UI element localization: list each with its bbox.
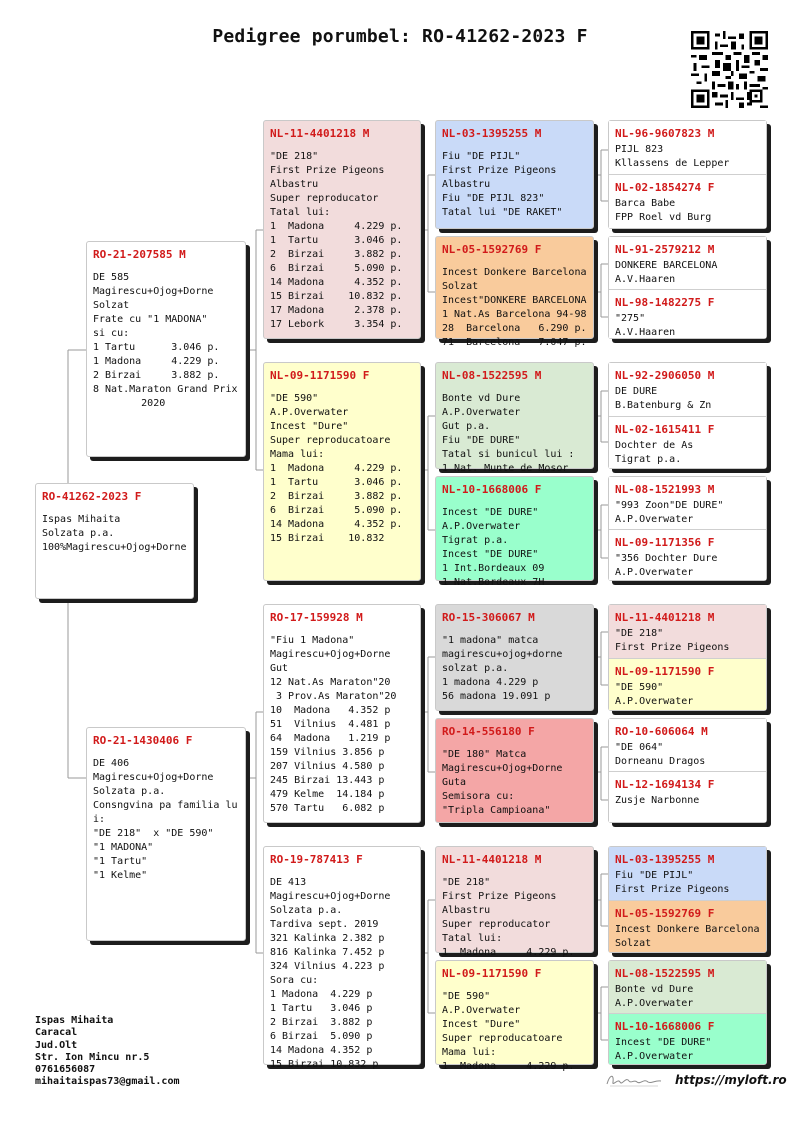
ring-number: NL-96-9607823 M [615, 127, 715, 140]
gen4-card[interactable] [435, 846, 594, 958]
info-line: 17 Madona 2.378 p. [270, 305, 403, 316]
info-line: i: [93, 814, 106, 825]
info-line: Magirescu+Ojog+Dorne [270, 649, 391, 660]
info-line: Mama lui: [270, 449, 325, 460]
info-line: 570 Tartu 6.082 p [270, 803, 385, 814]
info-line: "Fiu 1 Madona" [270, 635, 355, 646]
signature-icon [604, 1070, 664, 1090]
info-line: Tardiva sept. 2019 [270, 919, 379, 930]
info-line: 10 Madona 4.352 p [270, 705, 391, 716]
info-line: Albastru [442, 905, 491, 916]
info-line: A.P.Overwater [442, 521, 521, 532]
info-line: Fiu "DE PIJL" [615, 870, 694, 881]
info-line: 1 Madona 4.229 p. [442, 947, 575, 958]
info-line: Tigrat p.a. [615, 454, 682, 465]
info-line: 14 Madona 4.352 p. [270, 277, 403, 288]
info-line: 6 Birzai 5.090 p. [270, 505, 403, 516]
info-line: 2 Birzai 3.882 p [270, 1017, 373, 1028]
info-line: Bonte vd Dure [615, 984, 694, 995]
info-line: A.P.Overwater [615, 514, 694, 525]
info-line: A.V.Haaren [615, 327, 676, 338]
info-line: 15 Birzai 10.832 [270, 533, 385, 544]
info-line: A.P.Overwater [615, 567, 694, 578]
gen4-card[interactable] [435, 476, 594, 588]
info-line: 17 Lebork 3.354 p. [270, 319, 403, 330]
info-line: FPP Roel vd Burg [615, 212, 712, 223]
gen4-card[interactable] [435, 236, 594, 348]
info-line: Frate cu "1 MADONA" [93, 314, 208, 325]
gen5-entry[interactable] [609, 605, 766, 658]
granddam-maternal-card[interactable] [263, 846, 421, 1070]
ring-number: NL-98-1482275 F [615, 296, 715, 309]
info-line: 1 Madona 4.229 p. [442, 1061, 575, 1072]
sire-card[interactable] [86, 241, 246, 457]
info-line: 159 Vilnius 3.856 p [270, 747, 385, 758]
info-line: "1 Kelme" [93, 870, 148, 881]
info-line: "275" [615, 313, 646, 324]
info-line: 56 madona 19.091 p [442, 691, 551, 702]
ring-number: NL-09-1171590 F [615, 665, 715, 678]
gen5-entry[interactable] [609, 174, 766, 228]
info-line: Barca Babe [615, 198, 676, 209]
info-line: Solzat [93, 300, 130, 311]
info-line: Tatal lui: [442, 933, 503, 944]
ring-number: RO-10-606064 M [615, 725, 708, 738]
info-line: 245 Birzai 13.443 p [270, 775, 385, 786]
info-line: 1 Tartu 3.046 p [270, 1003, 373, 1014]
info-line: 1 Madona 4.229 p. [270, 221, 403, 232]
info-line: Solzat [442, 281, 479, 292]
owner-email[interactable]: mihaitaispas73@gmail.com [35, 1076, 180, 1088]
info-line: "Tripla Campioana" [442, 805, 551, 816]
info-line: 1 Nat.Bordeaux 7H [442, 577, 545, 588]
info-line: Incest Donkere Barcelona [442, 267, 587, 278]
info-line: 816 Kalinka 7.452 p [270, 947, 385, 958]
info-line: Gut p.a. [442, 421, 491, 432]
gen4-card[interactable] [435, 604, 594, 711]
info-line: 1 Nat.As Barcelona 94-98 [442, 309, 587, 320]
ring-number: NL-02-1854274 F [615, 181, 715, 194]
info-line: Semisora cu: [442, 791, 515, 802]
gen5-pair-card[interactable] [608, 718, 767, 823]
info-line: DE 413 [270, 877, 307, 888]
info-line: 14 Madona 4.352 p. [270, 519, 403, 530]
info-line: Sora cu: [270, 975, 319, 986]
owner-street: Str. Ion Mincu nr.5 [35, 1051, 150, 1063]
page-title: Pedigree porumbel: RO-41262-2023 F [212, 26, 588, 47]
info-line: Consngvina pa familia lu [93, 800, 238, 811]
info-line: Incest"DONKERE BARCELONA [442, 295, 587, 306]
ring-number: NL-03-1395255 M [615, 853, 715, 866]
info-line: "993 Zoon"DE DURE" [615, 500, 724, 511]
info-line: 1 Tartu 3.046 p. [93, 342, 220, 353]
info-line: 15 Birzai 10.832 p. [270, 291, 403, 302]
gen5-entry[interactable] [609, 237, 766, 289]
info-line: "DE 064" [615, 742, 664, 753]
info-line: Solzata p.a. [270, 905, 343, 916]
ring-number: NL-11-4401218 M [615, 611, 715, 624]
gen5-entry[interactable] [609, 121, 766, 174]
ring-number: RO-21-207585 M [93, 248, 186, 261]
info-line: Kllassens de Lepper [615, 158, 730, 169]
gen5-pair-card[interactable] [608, 476, 767, 581]
ring-number: RO-15-306067 M [442, 611, 535, 624]
info-line: 3 Prov.As Maraton"20 [270, 691, 397, 702]
gen4-card[interactable] [435, 718, 594, 823]
info-line: DE 585 [93, 272, 130, 283]
info-line: "1 Tartu" [93, 856, 148, 867]
owner-name: Ispas Mihaita [35, 1015, 114, 1026]
gen5-entry[interactable] [609, 477, 766, 529]
info-line: DONKERE BARCELONA [615, 260, 718, 271]
info-line: solzat p.a. [442, 663, 509, 674]
gen5-entry[interactable] [609, 961, 766, 1013]
info-line: "DE 218" [270, 151, 319, 162]
gen5-entry[interactable] [609, 658, 766, 710]
owner-city: Caracal [35, 1027, 78, 1039]
info-line: First Prize Pigeons [615, 642, 730, 653]
info-line: Albastru [270, 179, 319, 190]
info-line: Magirescu+Ojog+Dorne [442, 763, 563, 774]
info-line: Tigrat p.a. [442, 535, 509, 546]
info-line: 321 Kalinka 2.382 p [270, 933, 385, 944]
info-line: 1 Int.Bordeaux 09 [442, 563, 545, 574]
info-line: 1 Nat. Munte de Mosor [442, 463, 569, 474]
info-line: 2 Birzai 3.882 p. [270, 491, 403, 502]
info-line: A.P.Overwater [442, 1005, 521, 1016]
info-line: A.P.Overwater [615, 998, 694, 1009]
gen5-pair-card[interactable] [608, 362, 767, 469]
ring-number: RO-19-787413 F [270, 853, 363, 866]
info-line: Magirescu+Ojog+Dorne [93, 286, 214, 297]
info-line: Super reproducator [442, 919, 551, 930]
info-line: 1 Tartu 3.046 p. [270, 235, 403, 246]
info-line: Incest "DE DURE" [615, 1037, 712, 1048]
qr-code-icon [691, 31, 768, 108]
granddam-paternal-card[interactable] [263, 362, 421, 581]
info-line: 8 Nat.Maraton Grand Prix [93, 384, 238, 395]
owner-county: Jud.Olt [35, 1039, 78, 1051]
gen5-entry[interactable] [609, 900, 766, 952]
info-line: Incest "Dure" [442, 1019, 521, 1030]
info-line: First Prize Pigeons [442, 165, 557, 176]
gen5-entry[interactable] [609, 363, 766, 416]
info-line: First Prize Pigeons [442, 891, 557, 902]
ring-number: RO-17-159928 M [270, 611, 363, 624]
ring-number: NL-91-2579212 M [615, 243, 715, 256]
ring-number: NL-08-1521993 M [615, 483, 715, 496]
info-line: B.Batenburg & Zn [615, 400, 712, 411]
dam-card[interactable] [86, 727, 246, 941]
subject-card[interactable] [35, 483, 194, 599]
ring-number: RO-14-556180 F [442, 725, 535, 738]
gen5-entry[interactable] [609, 1013, 766, 1064]
info-line: 2020 [93, 398, 166, 409]
info-line: "DE 218" [615, 628, 664, 639]
info-line: "DE 590" [442, 991, 491, 1002]
ring-number: NL-11-4401218 M [442, 853, 542, 866]
ring-number: NL-08-1522595 M [442, 369, 542, 382]
info-line: 1 Tartu 3.046 p. [270, 477, 403, 488]
info-line: 15 Birzai 10.832 p [270, 1059, 379, 1070]
gen4-card[interactable] [435, 120, 594, 229]
info-line: Dochter de As [615, 440, 694, 451]
gen5-entry[interactable] [609, 529, 766, 580]
info-line: 479 Kelme 14.184 p [270, 789, 385, 800]
info-line: Incest "DE DURE" [442, 507, 539, 518]
info-line: 2 Birzai 3.882 p. [93, 370, 220, 381]
info-line: 2 Birzai 3.882 p. [270, 249, 403, 260]
info-line: "1 MADONA" [93, 842, 154, 853]
info-line: Gut [270, 663, 289, 674]
info-line: 6 Birzai 5.090 p [270, 1031, 373, 1042]
ring-number: NL-12-1694134 F [615, 778, 715, 791]
ring-number: NL-10-1668006 F [615, 1020, 715, 1033]
grandsire-maternal-card[interactable] [263, 604, 421, 823]
info-line: 1 Madona 4.229 p. [93, 356, 220, 367]
info-line: 71 Barcelona 7.047 p. [442, 337, 587, 348]
info-line: Incest "Dure" [270, 421, 349, 432]
ring-number: NL-10-1668006 F [442, 483, 542, 496]
ring-number: NL-09-1171590 F [270, 369, 370, 382]
info-line: First Prize Pigeons [615, 884, 730, 895]
info-line: Super reproducatoare [442, 1033, 563, 1044]
ring-number: NL-09-1171356 F [615, 536, 715, 549]
info-line: A.P.Overwater [442, 407, 521, 418]
gen5-entry[interactable] [609, 847, 766, 900]
ring-number: NL-92-2906050 M [615, 369, 715, 382]
info-line: Tatal si bunicul lui : [442, 449, 575, 460]
ring-number: RO-21-1430406 F [93, 734, 193, 747]
info-line: Super reproducatoare [270, 435, 391, 446]
info-line: Tatal lui: [270, 207, 331, 218]
owner-contact [35, 1015, 180, 1089]
info-line: 51 Vilnius 4.481 p [270, 719, 391, 730]
ring-number: NL-08-1522595 M [615, 967, 715, 980]
info-line: Mama lui: [442, 1047, 497, 1058]
info-line: "DE 590" [615, 682, 664, 693]
info-line: magirescu+ojog+dorne [442, 649, 563, 660]
info-line: 1 Madona 4.229 p [270, 989, 373, 1000]
ring-number: NL-11-4401218 M [270, 127, 370, 140]
info-line: Bonte vd Dure [442, 393, 521, 404]
info-line: 324 Vilnius 4.223 p [270, 961, 385, 972]
info-line: A.P.Overwater [615, 1051, 694, 1062]
gen5-entry[interactable] [609, 719, 766, 771]
info-line: "DE 590" [270, 393, 319, 404]
info-line: First Prize Pigeons [270, 165, 385, 176]
ring-number: NL-05-1592769 F [442, 243, 542, 256]
info-line: Solzat [615, 938, 652, 949]
website-link[interactable]: https://myloft.ro [675, 1073, 787, 1087]
gen5-pair-card[interactable] [608, 960, 767, 1065]
info-line: Fiu "DE PIJL" [442, 151, 521, 162]
info-line: DE DURE [615, 386, 658, 397]
info-line: 12 Nat.As Maraton"20 [270, 677, 391, 688]
info-line: "DE 218" x "DE 590" [93, 828, 214, 839]
info-line: DE 406 [93, 758, 130, 769]
info-line: "DE 218" [442, 877, 491, 888]
ring-number: NL-02-1615411 F [615, 423, 715, 436]
info-line: 6 Birzai 5.090 p. [270, 263, 403, 274]
info-line: Solzata p.a. [93, 786, 166, 797]
info-line: "1 madona" matca [442, 635, 539, 646]
owner-phone: 0761656087 [35, 1064, 96, 1076]
info-line: Ispas Mihaita [42, 514, 121, 525]
gen5-entry[interactable] [609, 416, 766, 468]
gen5-pair-card[interactable] [608, 846, 767, 953]
ring-number: NL-03-1395255 M [442, 127, 542, 140]
gen5-entry[interactable] [609, 771, 766, 822]
info-line: Fiu "DE DURE" [442, 435, 521, 446]
info-line: 1 Madona 4.229 p. [270, 463, 403, 474]
info-line: A.P.Overwater [270, 407, 349, 418]
ring-number: RO-41262-2023 F [42, 490, 142, 503]
info-line: Guta [442, 777, 467, 788]
info-line: 1 madona 4.229 p [442, 677, 539, 688]
info-line: A.P.Overwater [615, 696, 694, 707]
info-line: Fiu "DE PIJL 823" [442, 193, 545, 204]
gen4-card[interactable] [435, 960, 594, 1072]
info-line: Albastru [442, 179, 491, 190]
info-line: "356 Dochter Dure [615, 553, 718, 564]
info-line: Dorneanu Dragos [615, 756, 706, 767]
gen5-pair-card[interactable] [608, 236, 767, 339]
info-line: Magirescu+Ojog+Dorne [93, 772, 214, 783]
info-line: 100%Magirescu+Ojog+Dorne [42, 542, 187, 553]
info-line: Zusje Narbonne [615, 795, 700, 806]
info-line: "DE 180" Matca [442, 749, 527, 760]
gen4-card[interactable] [435, 362, 594, 474]
ring-number: NL-05-1592769 F [615, 907, 715, 920]
info-line: 64 Madona 1.219 p [270, 733, 391, 744]
info-line: Solzata p.a. [42, 528, 115, 539]
info-line: si cu: [93, 328, 130, 339]
info-line: Incest Donkere Barcelona [615, 924, 760, 935]
info-line: PIJL 823 [615, 144, 664, 155]
grandsire-paternal-card[interactable] [263, 120, 421, 339]
info-line: Super reproducator [270, 193, 379, 204]
gen5-entry[interactable] [609, 289, 766, 338]
gen5-pair-card[interactable] [608, 604, 767, 711]
info-line: 14 Madona 4.352 p [270, 1045, 373, 1056]
info-line: A.V.Haaren [615, 274, 676, 285]
info-line: Magirescu+Ojog+Dorne [270, 891, 391, 902]
ring-number: NL-09-1171590 F [442, 967, 542, 980]
gen5-pair-card[interactable] [608, 120, 767, 229]
info-line: 207 Vilnius 4.580 p [270, 761, 385, 772]
info-line: Tatal lui "DE RAKET" [442, 207, 563, 218]
info-line: Incest "DE DURE" [442, 549, 539, 560]
info-line: 28 Barcelona 6.290 p. [442, 323, 587, 334]
